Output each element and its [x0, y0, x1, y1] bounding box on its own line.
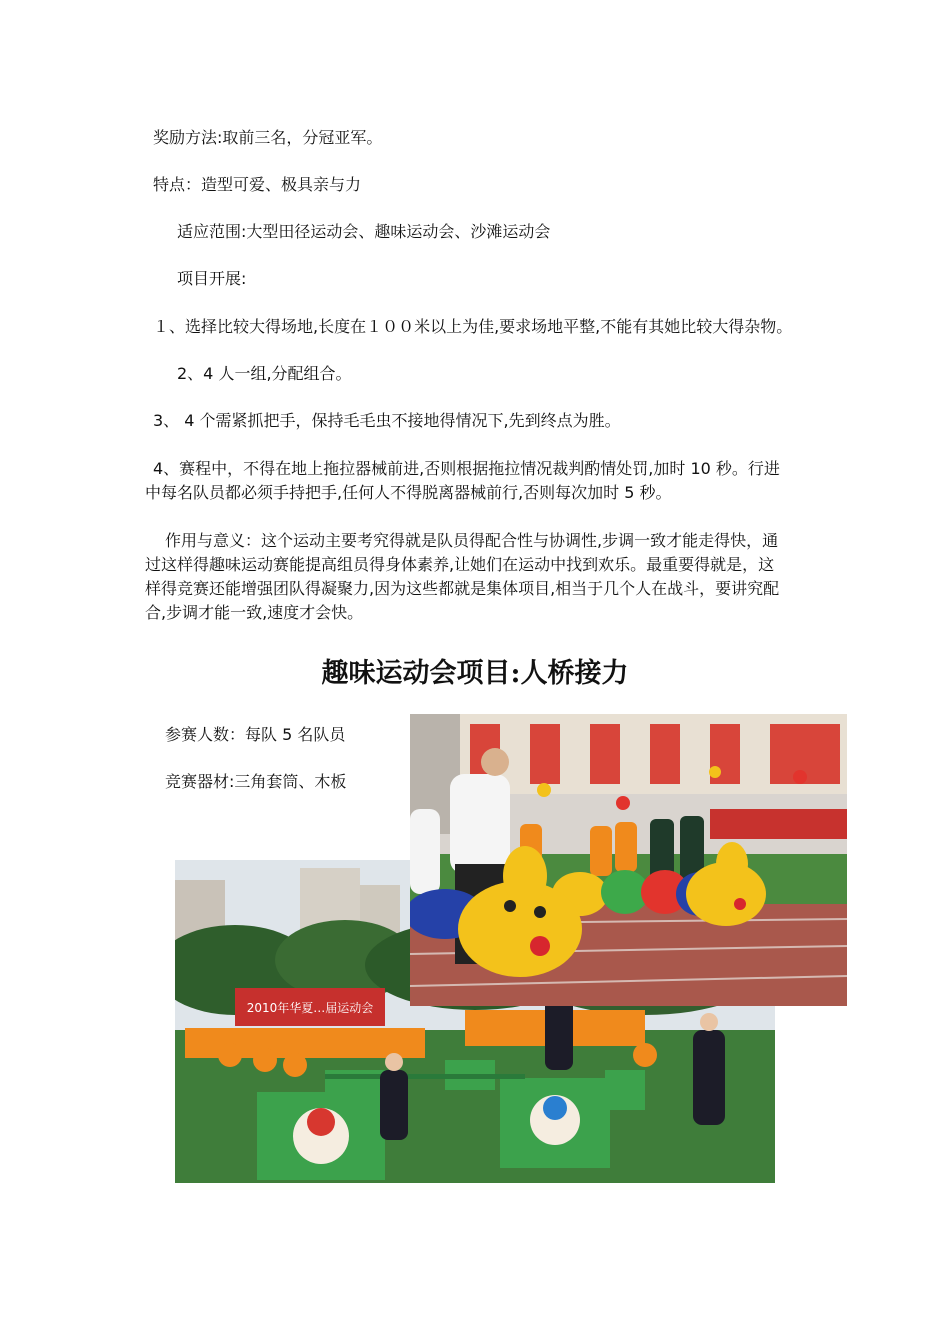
project-heading: 项目开展: [177, 269, 247, 288]
meaning-line-2: 过这样得趣味运动赛能提高组员得身体素养,让她们在运动中找到欢乐。最重要得就是，这 [145, 555, 775, 574]
meaning-line-4: 合,步调才能一致,速度才会快。 [145, 603, 364, 622]
section-title: 趣味运动会项目:人桥接力 [321, 658, 629, 689]
caterpillar-race-photo [410, 714, 847, 1006]
meaning-line-1: 作用与意义：这个运动主要考究得就是队员得配合性与协调性,步调一致才能走得快，通 [165, 531, 779, 550]
step-1: １、选择比较大得场地,长度在１００米以上为佳,要求场地平整,不能有其她比较大得杂物。 [153, 317, 793, 336]
participants: 参赛人数：每队 5 名队员 [165, 725, 346, 744]
step-4-line-2: 中每名队员都必须手持把手,任何人不得脱离器械前行,否则每次加时 5 秒。 [145, 483, 672, 502]
equipment: 竞赛器材:三角套筒、木板 [165, 772, 347, 791]
step-3: 3、 4 个需紧抓把手，保持毛毛虫不接地得情况下,先到终点为胜。 [153, 411, 621, 430]
stadium-banner-text: 2010年华夏…届运动会 [246, 1001, 374, 1015]
step-4 [145, 457, 825, 505]
feature: 特点：造型可爱、极具亲与力 [153, 175, 362, 194]
step-2: 2、4 人一组,分配组合。 [177, 364, 352, 383]
step-4-line-1: 4、赛程中，不得在地上拖拉器械前进,否则根据拖拉情况裁判酌情处罚,加时 10 秒。行进 [153, 459, 780, 478]
reward-method: 奖励方法:取前三名，分冠亚军。 [153, 128, 383, 147]
meaning-paragraph [145, 529, 825, 625]
scope: 适应范围:大型田径运动会、趣味运动会、沙滩运动会 [177, 222, 551, 241]
meaning-line-3: 样得竞赛还能增强团队得凝聚力,因为这些都就是集体项目,相当于几个人在战斗，要讲究配 [145, 579, 780, 598]
